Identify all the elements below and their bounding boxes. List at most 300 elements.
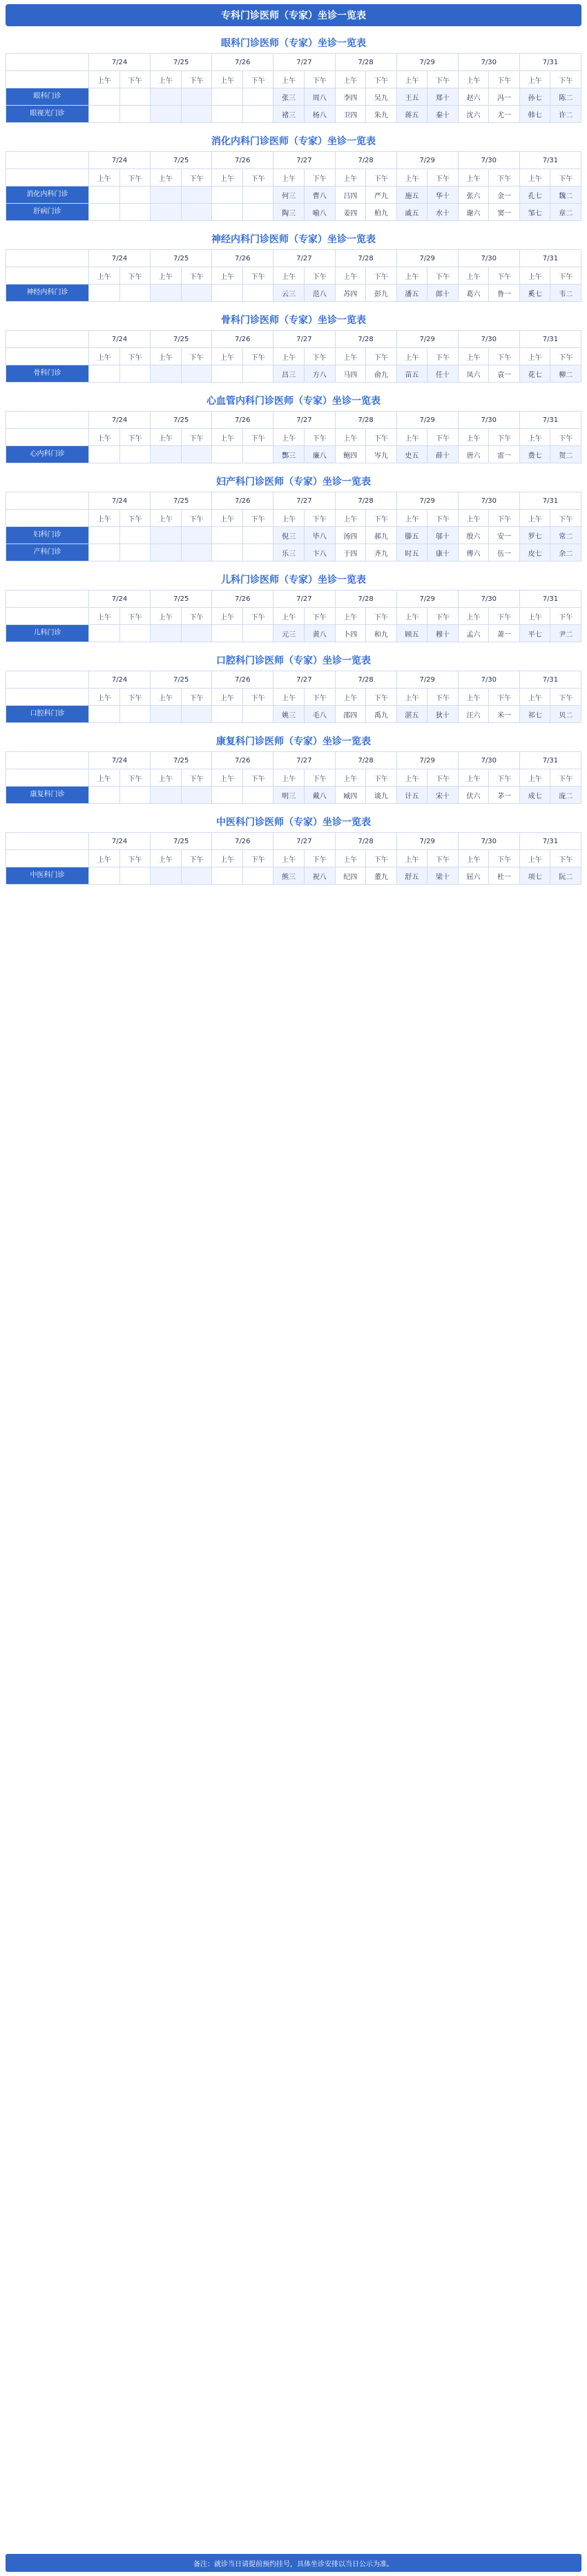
pm-cell: 杜一 (489, 867, 520, 885)
ampm-header-row (6, 348, 581, 365)
pm-cell: 谈九 (366, 787, 397, 804)
am-header: 上午 (458, 348, 489, 365)
am-header: 上午 (458, 169, 489, 186)
pm-cell: 宋十 (427, 787, 459, 804)
am-cell (89, 88, 120, 106)
ampm-header-row (6, 71, 581, 88)
pm-header: 下午 (304, 850, 335, 867)
pm-cell: 华十 (427, 186, 459, 204)
date-header: 7/31 (519, 152, 581, 169)
date-header: 7/30 (458, 752, 519, 769)
date-header: 7/25 (151, 671, 212, 689)
ampm-header-row (6, 769, 581, 787)
am-header: 上午 (273, 689, 305, 706)
pm-cell: 薛十 (427, 446, 459, 463)
clinic-label: 产科门诊 (6, 544, 89, 561)
pm-cell: 魏二 (550, 186, 581, 204)
pm-cell: 彭九 (366, 285, 397, 302)
date-header: 7/27 (273, 54, 335, 71)
pm-cell: 喻八 (304, 204, 335, 221)
pm-cell (181, 867, 212, 885)
pm-header: 下午 (489, 510, 520, 527)
pm-cell: 柳二 (550, 365, 581, 383)
am-header: 上午 (212, 267, 243, 285)
pm-header: 下午 (304, 608, 335, 625)
pm-cell (119, 204, 151, 221)
pm-cell (242, 706, 273, 723)
date-header: 7/26 (212, 331, 273, 348)
pm-header: 下午 (304, 71, 335, 88)
schedule-row (6, 365, 581, 383)
pm-header: 下午 (489, 169, 520, 186)
date-header: 7/29 (396, 492, 458, 510)
am-cell: 卜四 (335, 625, 366, 642)
pm-cell: 廉八 (304, 446, 335, 463)
date-header: 7/26 (212, 54, 273, 71)
pm-header: 下午 (489, 850, 520, 867)
am-cell: 奚七 (519, 285, 550, 302)
corner-cell (6, 769, 89, 787)
corner-cell (6, 267, 89, 285)
am-cell (89, 867, 120, 885)
pm-cell (119, 544, 151, 561)
ampm-header-row (6, 850, 581, 867)
date-header: 7/29 (396, 412, 458, 429)
am-cell: 沈六 (458, 106, 489, 123)
pm-cell: 吴九 (366, 88, 397, 106)
am-header: 上午 (519, 608, 550, 625)
date-header: 7/31 (519, 54, 581, 71)
corner-cell (6, 331, 89, 348)
pm-header: 下午 (242, 850, 273, 867)
am-header: 上午 (151, 267, 182, 285)
schedule-row (6, 625, 581, 642)
clinic-label: 心内科门诊 (6, 446, 89, 463)
date-header-row (6, 54, 581, 71)
am-cell: 张六 (458, 186, 489, 204)
pm-cell: 冯一 (489, 88, 520, 106)
schedule-table (6, 53, 581, 123)
pm-cell: 贺二 (550, 446, 581, 463)
am-header: 上午 (151, 689, 182, 706)
schedule-row (6, 446, 581, 463)
corner-cell (6, 671, 89, 689)
date-header: 7/30 (458, 250, 519, 267)
schedule-page (0, 4, 587, 2576)
pm-header: 下午 (366, 689, 397, 706)
date-header-row (6, 833, 581, 850)
pm-header: 下午 (366, 850, 397, 867)
pm-cell (181, 625, 212, 642)
pm-cell (242, 867, 273, 885)
section-title: 中医科门诊医师（专家）坐诊一览表 (216, 817, 371, 828)
pm-cell (119, 706, 151, 723)
dept-section (6, 130, 581, 221)
date-header: 7/26 (212, 492, 273, 510)
pm-header: 下午 (181, 71, 212, 88)
pm-cell: 齐九 (366, 544, 397, 561)
am-cell (212, 867, 243, 885)
pm-cell: 方八 (304, 365, 335, 383)
am-header: 上午 (273, 348, 305, 365)
pm-cell: 卞八 (304, 544, 335, 561)
am-cell: 明三 (273, 787, 305, 804)
am-header: 上午 (335, 71, 366, 88)
pm-header: 下午 (489, 267, 520, 285)
am-cell: 计五 (396, 787, 427, 804)
am-cell: 赵六 (458, 88, 489, 106)
pm-cell: 和九 (366, 625, 397, 642)
pm-header: 下午 (119, 267, 151, 285)
pm-header: 下午 (366, 348, 397, 365)
pm-cell: 茅一 (489, 787, 520, 804)
date-header: 7/25 (151, 54, 212, 71)
date-header: 7/28 (335, 671, 396, 689)
pm-header: 下午 (427, 348, 459, 365)
am-header: 上午 (335, 267, 366, 285)
pm-header: 下午 (181, 169, 212, 186)
am-cell: 潘五 (396, 285, 427, 302)
am-cell: 汤四 (335, 527, 366, 544)
am-header: 上午 (396, 608, 427, 625)
am-header: 上午 (89, 850, 120, 867)
date-header: 7/29 (396, 833, 458, 850)
pm-header: 下午 (119, 769, 151, 787)
date-header: 7/24 (89, 250, 151, 267)
section-title: 消化内科门诊医师（专家）坐诊一览表 (211, 136, 376, 147)
pm-header: 下午 (119, 71, 151, 88)
pm-header: 下午 (427, 608, 459, 625)
pm-cell: 曹八 (304, 186, 335, 204)
am-cell (212, 787, 243, 804)
pm-cell: 杨八 (304, 106, 335, 123)
am-header: 上午 (212, 510, 243, 527)
date-header: 7/24 (89, 752, 151, 769)
am-cell: 项七 (519, 867, 550, 885)
pm-cell: 邬十 (427, 527, 459, 544)
pm-cell: 周八 (304, 88, 335, 106)
pm-header: 下午 (489, 769, 520, 787)
pm-cell (181, 527, 212, 544)
pm-cell: 岑九 (366, 446, 397, 463)
am-header: 上午 (519, 769, 550, 787)
pm-cell: 朱九 (366, 106, 397, 123)
am-cell: 乐三 (273, 544, 305, 561)
schedule-row (6, 527, 581, 544)
section-title: 神经内科门诊医师（专家）坐诊一览表 (211, 234, 376, 245)
pm-cell: 水十 (427, 204, 459, 221)
dept-section (6, 390, 581, 463)
am-cell: 纪四 (335, 867, 366, 885)
pm-cell (242, 365, 273, 383)
am-cell: 云三 (273, 285, 305, 302)
date-header: 7/26 (212, 671, 273, 689)
pm-cell (119, 186, 151, 204)
am-cell: 傅六 (458, 544, 489, 561)
am-header: 上午 (89, 267, 120, 285)
am-cell: 施五 (396, 186, 427, 204)
date-header: 7/30 (458, 492, 519, 510)
pm-header: 下午 (304, 429, 335, 446)
pm-cell (119, 446, 151, 463)
am-header: 上午 (335, 769, 366, 787)
pm-cell: 祝八 (304, 867, 335, 885)
schedule-row (6, 787, 581, 804)
pm-cell (119, 285, 151, 302)
am-cell (151, 446, 182, 463)
schedule-table (6, 590, 581, 642)
am-header: 上午 (458, 769, 489, 787)
am-cell: 罗七 (519, 527, 550, 544)
pm-cell: 郑十 (427, 88, 459, 106)
date-header-row (6, 331, 581, 348)
am-cell (89, 446, 120, 463)
pm-cell (181, 285, 212, 302)
am-cell: 卫四 (335, 106, 366, 123)
pm-header: 下午 (550, 267, 581, 285)
am-header: 上午 (396, 769, 427, 787)
am-header: 上午 (519, 267, 550, 285)
am-cell (151, 88, 182, 106)
schedule-table (6, 751, 581, 804)
pm-cell: 贝二 (550, 706, 581, 723)
clinic-label: 中医科门诊 (6, 867, 89, 885)
am-cell: 褚三 (273, 106, 305, 123)
pm-header: 下午 (119, 348, 151, 365)
pm-header: 下午 (181, 429, 212, 446)
am-cell: 李四 (335, 88, 366, 106)
pm-header: 下午 (304, 510, 335, 527)
am-header: 上午 (273, 429, 305, 446)
am-header: 上午 (273, 267, 305, 285)
pm-cell (181, 88, 212, 106)
am-header: 上午 (273, 608, 305, 625)
pm-header: 下午 (489, 71, 520, 88)
am-header: 上午 (396, 348, 427, 365)
date-header: 7/24 (89, 590, 151, 608)
am-header: 上午 (89, 769, 120, 787)
pm-header: 下午 (427, 850, 459, 867)
am-cell (151, 867, 182, 885)
pm-header: 下午 (304, 348, 335, 365)
pm-cell: 阮二 (550, 867, 581, 885)
am-header: 上午 (212, 348, 243, 365)
corner-cell (6, 590, 89, 608)
am-cell: 姜四 (335, 204, 366, 221)
am-header: 上午 (273, 769, 305, 787)
am-cell (212, 106, 243, 123)
am-cell: 戚五 (396, 204, 427, 221)
section-title: 骨科门诊医师（专家）坐诊一览表 (221, 315, 366, 326)
date-header: 7/31 (519, 492, 581, 510)
schedule-row (6, 544, 581, 561)
am-cell (212, 625, 243, 642)
am-cell: 酆三 (273, 446, 305, 463)
am-cell: 顾五 (396, 625, 427, 642)
date-header: 7/28 (335, 331, 396, 348)
am-cell: 史五 (396, 446, 427, 463)
corner-cell (6, 54, 89, 71)
am-cell (212, 285, 243, 302)
pm-cell: 毕八 (304, 527, 335, 544)
am-header: 上午 (273, 510, 305, 527)
am-cell: 唐六 (458, 446, 489, 463)
pm-header: 下午 (119, 689, 151, 706)
date-header-row (6, 492, 581, 510)
date-header: 7/26 (212, 412, 273, 429)
am-cell: 邹七 (519, 204, 550, 221)
am-cell: 倪三 (273, 527, 305, 544)
pm-header: 下午 (489, 429, 520, 446)
pm-header: 下午 (304, 169, 335, 186)
dept-section (6, 568, 581, 642)
pm-cell: 梁十 (427, 867, 459, 885)
pm-cell: 毛八 (304, 706, 335, 723)
pm-cell (242, 527, 273, 544)
am-header: 上午 (89, 689, 120, 706)
date-header: 7/30 (458, 671, 519, 689)
date-header: 7/25 (151, 492, 212, 510)
date-header: 7/24 (89, 671, 151, 689)
am-cell: 苗五 (396, 365, 427, 383)
date-header: 7/29 (396, 752, 458, 769)
am-cell: 臧四 (335, 787, 366, 804)
pm-cell: 米一 (489, 706, 520, 723)
am-cell (89, 625, 120, 642)
date-header: 7/27 (273, 833, 335, 850)
pm-header: 下午 (366, 169, 397, 186)
am-cell (151, 706, 182, 723)
date-header-row (6, 752, 581, 769)
date-header: 7/26 (212, 833, 273, 850)
pm-header: 下午 (427, 769, 459, 787)
pm-cell (242, 88, 273, 106)
am-cell: 陶三 (273, 204, 305, 221)
am-header: 上午 (151, 510, 182, 527)
pm-header: 下午 (242, 71, 273, 88)
pm-cell: 雷一 (489, 446, 520, 463)
ampm-header-row (6, 267, 581, 285)
am-header: 上午 (89, 510, 120, 527)
am-cell (89, 285, 120, 302)
pm-cell: 柏九 (366, 204, 397, 221)
date-header: 7/28 (335, 752, 396, 769)
am-cell (89, 527, 120, 544)
pm-cell (242, 446, 273, 463)
am-header: 上午 (335, 169, 366, 186)
am-cell (151, 527, 182, 544)
pm-header: 下午 (550, 850, 581, 867)
pm-cell: 黄八 (304, 625, 335, 642)
date-header: 7/26 (212, 752, 273, 769)
pm-cell: 秦十 (427, 106, 459, 123)
date-header: 7/27 (273, 331, 335, 348)
clinic-label: 消化内科门诊 (6, 186, 89, 204)
am-cell: 伏六 (458, 787, 489, 804)
am-header: 上午 (89, 429, 120, 446)
am-cell: 凤六 (458, 365, 489, 383)
ampm-header-row (6, 429, 581, 446)
date-header-row (6, 590, 581, 608)
pm-header: 下午 (181, 769, 212, 787)
pm-header: 下午 (181, 608, 212, 625)
date-header: 7/25 (151, 833, 212, 850)
am-cell: 熊三 (273, 867, 305, 885)
pm-header: 下午 (550, 429, 581, 446)
ampm-header-row (6, 169, 581, 186)
am-cell: 时五 (396, 544, 427, 561)
pm-cell (181, 186, 212, 204)
am-cell (89, 706, 120, 723)
am-header: 上午 (396, 510, 427, 527)
pm-cell: 郝九 (366, 527, 397, 544)
corner-cell (6, 250, 89, 267)
schedule-table (6, 411, 581, 463)
ampm-header-row (6, 510, 581, 527)
clinic-label: 康复科门诊 (6, 787, 89, 804)
clinic-label: 眼科门诊 (6, 88, 89, 106)
date-header-row (6, 152, 581, 169)
date-header: 7/26 (212, 152, 273, 169)
am-header: 上午 (519, 689, 550, 706)
pm-cell (181, 106, 212, 123)
pm-header: 下午 (489, 608, 520, 625)
sections-container (6, 32, 581, 885)
date-header: 7/30 (458, 412, 519, 429)
am-header: 上午 (458, 429, 489, 446)
corner-cell (6, 348, 89, 365)
pm-header: 下午 (550, 510, 581, 527)
pm-header: 下午 (242, 769, 273, 787)
pm-header: 下午 (550, 608, 581, 625)
am-header: 上午 (519, 169, 550, 186)
pm-cell (119, 625, 151, 642)
pm-cell (181, 706, 212, 723)
pm-header: 下午 (181, 850, 212, 867)
date-header: 7/26 (212, 250, 273, 267)
clinic-label: 骨科门诊 (6, 365, 89, 383)
dept-section (6, 649, 581, 723)
pm-header: 下午 (119, 169, 151, 186)
date-header: 7/28 (335, 250, 396, 267)
pm-header: 下午 (119, 850, 151, 867)
pm-header: 下午 (550, 348, 581, 365)
am-cell: 于四 (335, 544, 366, 561)
am-header: 上午 (89, 348, 120, 365)
date-header: 7/29 (396, 590, 458, 608)
date-header: 7/31 (519, 331, 581, 348)
corner-cell (6, 833, 89, 850)
am-cell: 张三 (273, 88, 305, 106)
date-header: 7/27 (273, 412, 335, 429)
am-header: 上午 (519, 510, 550, 527)
pm-header: 下午 (242, 689, 273, 706)
schedule-row (6, 204, 581, 221)
pm-header: 下午 (304, 769, 335, 787)
corner-cell (6, 169, 89, 186)
pm-cell: 安一 (489, 527, 520, 544)
pm-header: 下午 (489, 689, 520, 706)
am-cell (151, 625, 182, 642)
pm-header: 下午 (181, 689, 212, 706)
pm-header: 下午 (550, 169, 581, 186)
pm-header: 下午 (366, 769, 397, 787)
am-header: 上午 (519, 850, 550, 867)
am-cell (212, 706, 243, 723)
pm-cell (242, 625, 273, 642)
pm-cell: 尹二 (550, 625, 581, 642)
am-cell: 湛五 (396, 706, 427, 723)
